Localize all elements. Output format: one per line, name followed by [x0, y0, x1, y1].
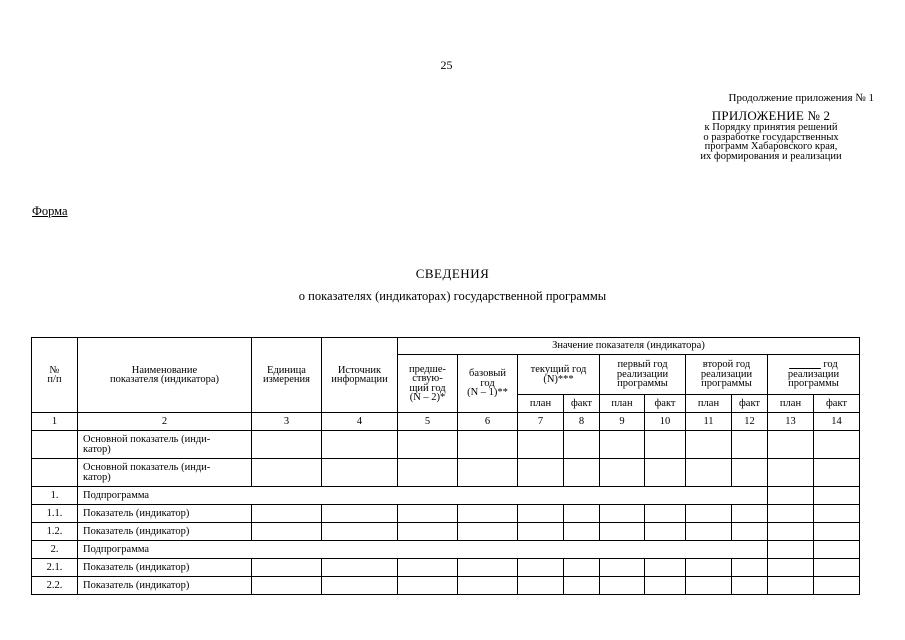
header-num: № п/п [32, 338, 78, 413]
continuation-note: Продолжение приложения № 1 [728, 92, 874, 104]
column-number: 6 [458, 413, 518, 431]
header-fact: факт [645, 395, 686, 413]
table-row [32, 459, 860, 487]
row-num [32, 459, 78, 487]
header-nth-year: ______ год реализации программы [768, 355, 860, 395]
header-plan: план [600, 395, 645, 413]
header-base-year: базовый год (N – 1)** [458, 355, 518, 413]
indicators-table [31, 337, 860, 595]
header-plan: план [686, 395, 732, 413]
column-number: 7 [518, 413, 564, 431]
header-plan: план [518, 395, 564, 413]
row-name: Показатель (индикатор) [78, 559, 252, 577]
row-num: 2. [32, 541, 78, 559]
table-row [32, 505, 860, 523]
table-row [32, 431, 860, 459]
row-num: 1.2. [32, 523, 78, 541]
annex-title: ПРИЛОЖЕНИЕ № 2 [711, 108, 831, 123]
row-num: 1.1. [32, 505, 78, 523]
column-number: 1 [32, 413, 78, 431]
column-number: 8 [564, 413, 600, 431]
column-number: 12 [732, 413, 768, 431]
column-number: 5 [398, 413, 458, 431]
header-source: Источник информации [322, 338, 398, 413]
row-name: Основной показатель (инди- катор) [78, 431, 252, 459]
column-number: 3 [252, 413, 322, 431]
annex-block [676, 108, 866, 161]
header-first-year: первый год реализации программы [600, 355, 686, 395]
annex-line: к Порядку принятия решений [704, 122, 838, 133]
header-unit: Единица измерения [252, 338, 322, 413]
column-number: 10 [645, 413, 686, 431]
row-name: Основной показатель (инди- катор) [78, 459, 252, 487]
document-title: СВЕДЕНИЯ [415, 266, 490, 281]
header-name: Наименование показателя (индикатора) [78, 338, 252, 413]
row-name: Показатель (индикатор) [78, 505, 252, 523]
row-name: Показатель (индикатор) [78, 577, 252, 595]
column-number: 2 [78, 413, 252, 431]
column-number: 9 [600, 413, 645, 431]
page-number: 25 [440, 58, 453, 72]
table-row [32, 559, 860, 577]
column-number: 11 [686, 413, 732, 431]
column-number: 14 [814, 413, 860, 431]
annex-line: их формирования и реализации [700, 150, 842, 162]
header-value-group: Значение показателя (индикатора) [398, 338, 860, 355]
column-numbers-row [32, 413, 860, 431]
form-label: Форма [32, 204, 68, 218]
table-row [32, 487, 860, 505]
header-prev-year: предше- ствую- щий год (N – 2)* [398, 355, 458, 413]
header-plan: план [768, 395, 814, 413]
header-current-year: текущий год (N)*** [518, 355, 600, 395]
document-subtitle: о показателях (индикаторах) государственной программы [298, 289, 607, 303]
row-num: 1. [32, 487, 78, 505]
table-row [32, 541, 860, 559]
table-row [32, 523, 860, 541]
row-name: Подпрограмма [78, 487, 768, 505]
header-fact: факт [732, 395, 768, 413]
annex-line: программ Хабаровского края, [704, 141, 838, 152]
row-name: Подпрограмма [78, 541, 768, 559]
header-fact: факт [564, 395, 600, 413]
annex-line: о разработке государственных [703, 131, 839, 143]
column-number: 13 [768, 413, 814, 431]
row-num: 2.1. [32, 559, 78, 577]
row-name: Показатель (индикатор) [78, 523, 252, 541]
column-number: 4 [322, 413, 398, 431]
header-fact: факт [814, 395, 860, 413]
header-second-year: второй год реализации программы [686, 355, 768, 395]
row-num [32, 431, 78, 459]
table-row [32, 577, 860, 595]
row-num: 2.2. [32, 577, 78, 595]
